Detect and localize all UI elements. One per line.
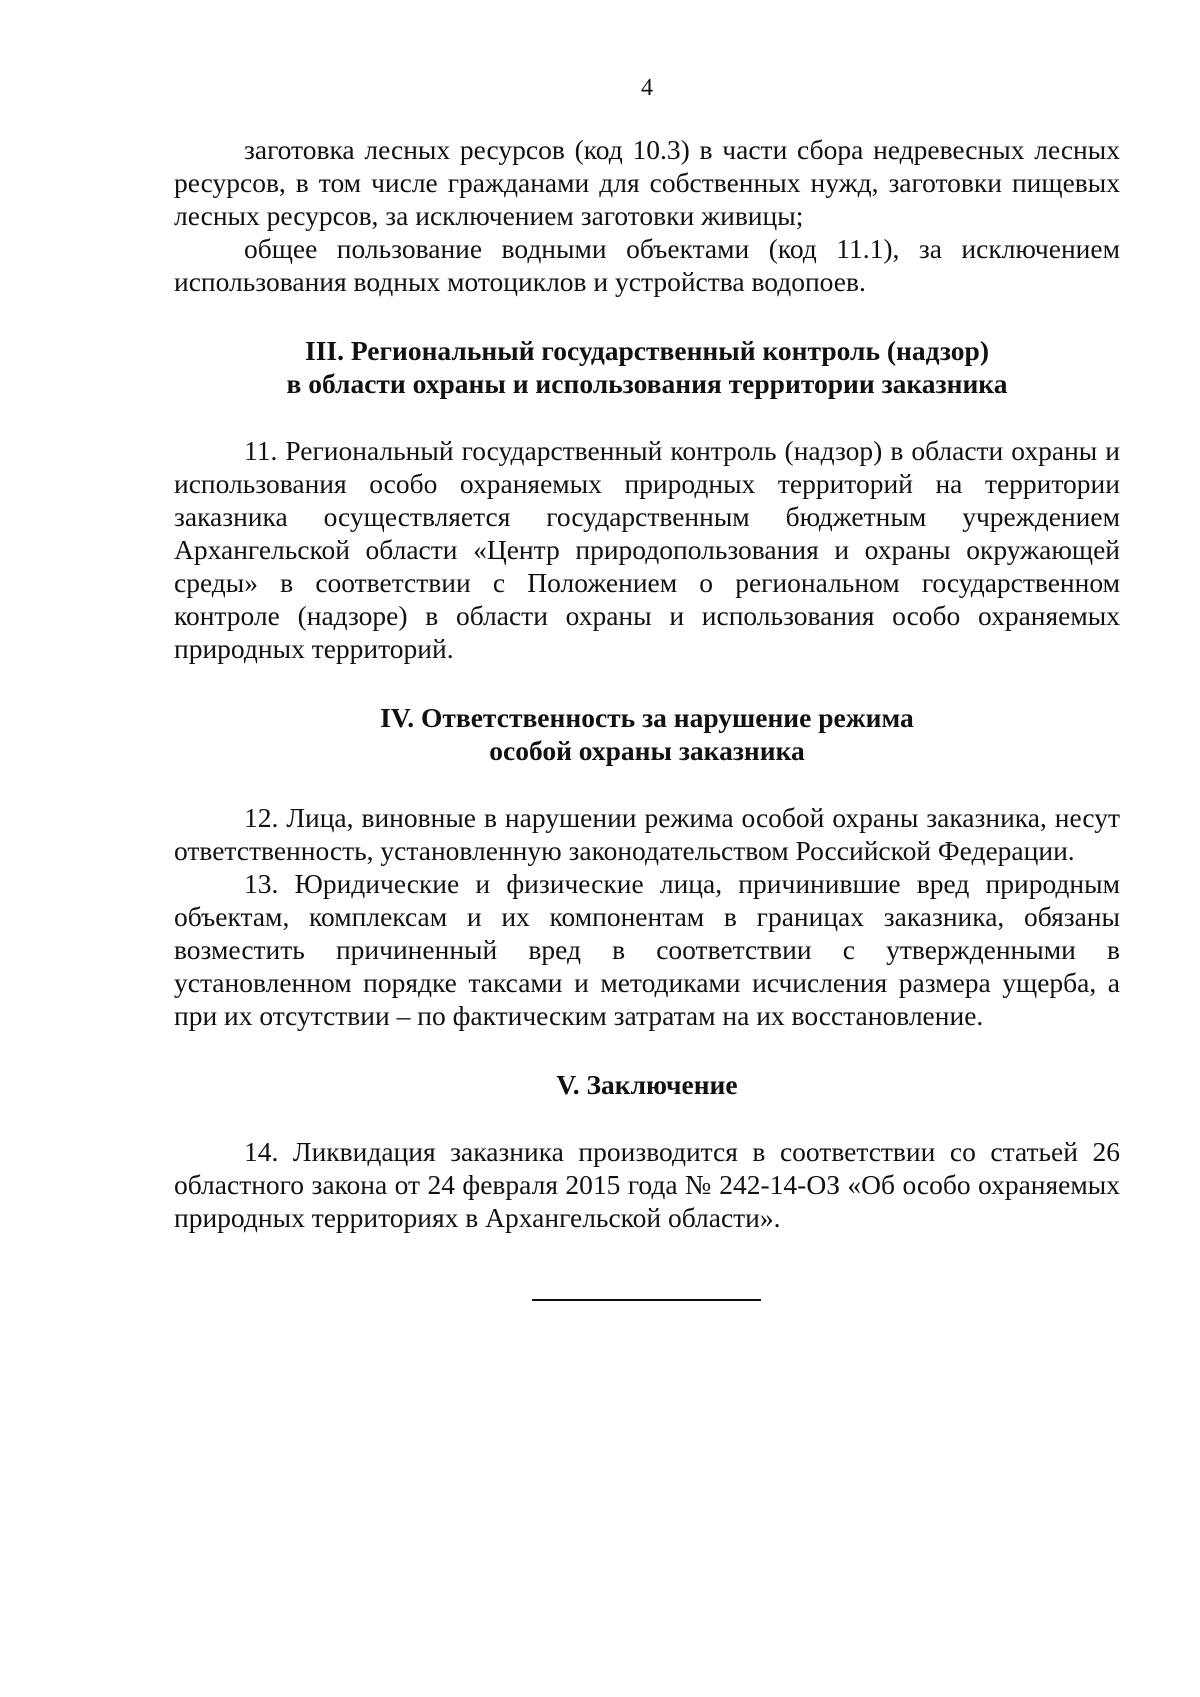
section-4-heading [174, 701, 1120, 767]
paragraph-forest-resources: заготовка лесных ресурсов (код 10.3) в части сбора недревесных лесных ресурсов, в том числе гражданами для собственных нужд, заготовки пищевых лесных ресурсов, за исключением заготовки живицы; [174, 134, 1120, 231]
paragraph-11: 11. Региональный государственный контроль (надзор) в области охраны и использования особо охраняемых природных территорий на территории заказника осуществляется государственным бюджетным учреждением Архангельской области «Центр природопользования и охраны окружающей среды» в соответствии с Положением о региональном государственном контроле (надзоре) в области охраны и использования особо охраняемых природных территорий. [174, 435, 1120, 664]
page-number: 4 [641, 75, 653, 101]
paragraph-12: 12. Лица, виновные в нарушении режима особой охраны заказника, несут ответственность, установленную законодательством Российской Федерации. [174, 802, 1120, 866]
section-5-heading: V. Заключение [556, 1069, 738, 1100]
paragraph-13: 13. Юридические и физические лица, причинившие вред природным объектам, комплексам и их компонентам в границах заказника, обязаны возместить причиненный вред в соответствии с утвержденными в установленном порядке таксами и методиками исчисления размера ущерба, а при их отсутствии – по фактическим затратам на их восстановление. [174, 868, 1120, 1031]
document-body [174, 133, 1120, 1234]
end-divider-line [532, 1299, 761, 1301]
paragraph-water-use: общее пользование водными объектами (код 11.1), за исключением использования водных мотоциклов и устройства водопоев. [174, 233, 1120, 297]
section-3-heading [174, 334, 1120, 400]
section-3-heading-line-2: в области охраны и использования территории заказника [286, 368, 1008, 399]
section-3-heading-line-1: III. Региональный государственный контроль (надзор) [305, 335, 989, 366]
paragraph-14: 14. Ликвидация заказника производится в соответствии со статьей 26 областного закона от 24 февраля 2015 года № 242-14-ОЗ «Об особо охраняемых природных территориях в Архангельской области». [174, 1136, 1120, 1233]
section-4-heading-line-1: IV. Ответственность за нарушение режима [380, 702, 914, 733]
section-4-heading-line-2: особой охраны заказника [489, 735, 805, 766]
